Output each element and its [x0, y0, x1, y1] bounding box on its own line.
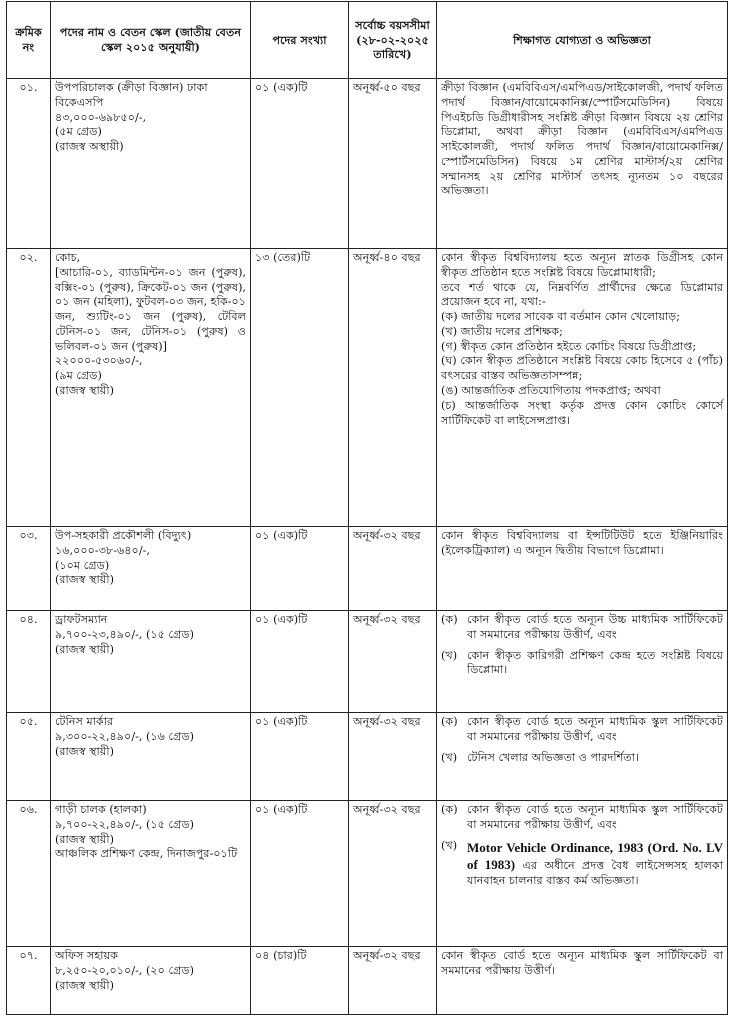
row-qualification	[437, 611, 728, 713]
qualification-line: (ঘ) কোন স্বীকৃত প্রতিষ্ঠানে সংশ্লিষ্ট বিষয়ে কোচ হিসেবে ৫ (পাঁচ) বৎসরের বাস্তব অভিজ্ঞতাসম্পন্ন;	[441, 354, 723, 383]
post-line: (৫ম গ্রেড)	[55, 125, 102, 139]
post-line: ড্রাফটসম্যান	[55, 613, 108, 626]
row-age: অনূর্ধ্ব-৩২ বছর	[349, 713, 437, 801]
post-line: (রাজস্ব স্থায়ী)	[55, 832, 114, 846]
item-text: কোন স্বীকৃত বোর্ড হতে অন্যূন মাধ্যমিক স্কুল সার্টিফিকেট বা সমমানের পরীক্ষায় উত্তীর্ণ, এবং	[467, 715, 723, 743]
post-line: (৯ম গ্রেড)	[55, 369, 102, 383]
item-text: কোন স্বীকৃত কারিগরী প্রশিক্ষণ কেন্দ্র হতে সংশ্লিষ্ট বিষয়ে ডিপ্লোমা।	[467, 648, 723, 677]
post-line: (রাজস্ব স্থায়ী)	[55, 642, 114, 656]
qualification-line: (খ) জাতীয় দলের প্রশিক্ষক;	[441, 324, 563, 338]
post-line: ৯,৩০০-২২,৪৯০/-, (১৬ গ্রেড)	[55, 729, 194, 743]
post-line: ১৬,০০০-৩৮-৬৪০/-,	[55, 543, 150, 557]
table-row	[7, 249, 728, 527]
qualification-line: তবে শর্ত থাকে যে, নিম্নবর্ণিত প্রার্থীদের ক্ষেত্রে ডিপ্লোমার প্রয়োজন হবে না, যথা:-	[441, 280, 723, 309]
table-header-row	[7, 2, 728, 79]
row-age: অনূর্ধ্ব-৩২ বছর	[349, 611, 437, 713]
post-line: গাড়ী চালক (হালকা)	[55, 803, 147, 816]
row-post	[51, 249, 251, 527]
post-line: উপ-সহকারী প্রকৌশলী (বিদ্যুৎ)	[55, 529, 192, 542]
post-line: ৯,৭০০-২৩,৪৯০/-, (১৫ গ্রেড)	[55, 627, 194, 641]
qualification-item	[441, 803, 723, 833]
post-line: টেনিস মার্কার	[55, 715, 114, 728]
row-count: ০১ (এক)টি	[251, 713, 349, 801]
post-line: (রাজস্ব অস্থায়ী)	[55, 140, 124, 154]
row-count: ০১ (এক)টি	[251, 79, 349, 249]
post-line: আঞ্চলিক প্রশিক্ষণ কেন্দ্র, দিনাজপুর-০১টি	[55, 847, 238, 861]
header-qualification: শিক্ষাগত যোগ্যতা ও অভিজ্ঞতা	[437, 2, 728, 79]
table-row	[7, 79, 728, 249]
post-line: ৮,২৫০-২০,০১০/-, (২০ গ্রেড)	[55, 963, 194, 977]
qualification-line: কোন স্বীকৃত বিশ্ববিদ্যালয় হতে অন্যূন স্নাতক ডিগ্রীসহ কোন স্বীকৃত প্রতিষ্ঠান হতে সংশ্লিষ্ট বিষয়ে ডিপ্লোমাধারী;	[441, 251, 723, 279]
post-line: ৯,৭০০-২২,৪৯০/-, (১৫ গ্রেড)	[55, 817, 194, 831]
post-line: উপপরিচালক (ক্রীড়া বিজ্ঞান) ঢাকা	[55, 81, 208, 94]
qualification-item	[441, 715, 723, 745]
row-post	[51, 79, 251, 249]
post-line: কোচ,	[55, 251, 81, 264]
row-serial: ০২.	[7, 249, 51, 527]
item-text: এর অধীনে প্রদত্ত বৈধ লাইসেন্সসহ হালকা যানবাহন চালনার বাস্তব কর্ম অভিজ্ঞতা।	[467, 859, 723, 888]
row-qualification	[437, 249, 728, 527]
item-text-wrapper	[467, 839, 723, 889]
row-count: ০১ (এক)টি	[251, 611, 349, 713]
qualification-item	[441, 613, 723, 643]
row-count: ০৪ (চার)টি	[251, 947, 349, 1015]
row-qualification: ক্রীড়া বিজ্ঞান (এমবিবিএস/এমপিএড/সাইকোলজী, পদার্থ ফলিত পদার্থ বিজ্ঞান/বায়োমেকানিক্স/স্পোর্টসমেডিসিন) বিষয়ে পিএইচডি ডিগ্রীধারীসহ সংশ্লিষ্ট ক্রীড়া বিজ্ঞান বিষয়ে ২য় শ্রেণির ডিপ্লোমা, অথবা ক্রীড়া বিজ্ঞান (এমবিবিএস/এমপিএড সাইকোলজী, পদার্থ ফলিত পদার্থ বিজ্ঞান/বায়োমেকানিক্স/স্পোর্টসমেডিসিন) বিষয়ে ১ম শ্রেণির মাস্টার্স/২য় শ্রেণির সম্মানসহ ২য় শ্রেণির মাস্টার্স তৎসহ ন্যূনতম ১০ বছরের অভিজ্ঞতা।	[437, 79, 728, 249]
post-line: অফিস সহায়ক	[55, 949, 118, 962]
qualification-item	[441, 751, 723, 766]
post-line: ২২০০০-৫৩০৬০/-,	[55, 354, 143, 368]
item-marker: (ক)	[441, 803, 458, 816]
vacancy-table	[6, 1, 728, 1015]
item-text: কোন স্বীকৃত বোর্ড হতে অন্যূন মাধ্যমিক স্কুল সার্টিফিকেট বা সমমানের পরীক্ষায় উত্তীর্ণ, এবং	[467, 803, 723, 831]
qualification-line: (চ) আন্তর্জাতিক সংস্থা কর্তৃক প্রদত্ত কোন কোচিং কোর্সে সার্টিফিকেট বা লাইসেন্সপ্রাপ্ত।	[441, 398, 723, 427]
row-qualification: কোন স্বীকৃত বোর্ড হতে অন্যূন মাধ্যমিক স্কুল সার্টিফিকেট বা সমমানের পরীক্ষায় উত্তীর্ণ।	[437, 947, 728, 1015]
row-age: অনূর্ধ্ব-৫০ বছর	[349, 79, 437, 249]
item-marker: (খ)	[441, 838, 458, 852]
row-post	[51, 713, 251, 801]
row-qualification: কোন স্বীকৃত বিশ্ববিদ্যালয় বা ইন্সটিটিউট হতে ইঞ্জিনিয়ারিং (ইলেকট্রিক্যাল) এ অন্যূন দ্বিতীয় বিভাগে ডিপ্লোমা।	[437, 527, 728, 611]
post-line: (রাজস্ব স্থায়ী)	[55, 573, 114, 587]
row-count: ০১ (এক)টি	[251, 527, 349, 611]
post-line: (রাজস্ব স্থায়ী)	[55, 978, 114, 992]
item-marker: (খ)	[441, 750, 458, 764]
ordinance-reference: Motor Vehicle Ordinance, 1983 (Ord. No. LV of 1983)	[467, 839, 723, 873]
item-text: কোন স্বীকৃত বোর্ড হতে অন্যূন উচ্চ মাধ্যমিক সার্টিফিকেট বা সমমানের পরীক্ষায় উত্তীর্ণ, এবং	[467, 613, 723, 641]
table-row	[7, 611, 728, 713]
row-age: অনূর্ধ্ব-৪০ বছর	[349, 249, 437, 527]
row-post	[51, 801, 251, 947]
item-marker: (ক)	[441, 613, 458, 626]
table-row	[7, 801, 728, 947]
row-post	[51, 611, 251, 713]
qualification-item	[441, 839, 723, 889]
row-qualification	[437, 713, 728, 801]
row-serial: ০৬.	[7, 801, 51, 947]
row-qualification	[437, 801, 728, 947]
qualification-item	[441, 649, 723, 679]
row-serial: ০৭.	[7, 947, 51, 1015]
post-line: ৪৩,০০০-৬৯৮৫০/-,	[55, 110, 147, 124]
table-row	[7, 527, 728, 611]
row-serial: ০৫.	[7, 713, 51, 801]
item-marker: (ক)	[441, 715, 458, 728]
item-marker: (খ)	[441, 648, 458, 662]
row-serial: ০৪.	[7, 611, 51, 713]
row-count: ০১ (এক)টি	[251, 801, 349, 947]
row-age: অনূর্ধ্ব-৩২ বছর	[349, 801, 437, 947]
qualification-line: (গ) স্বীকৃত কোন প্রতিষ্ঠান হইতে কোচিং বিষয়ে ডিগ্রীপ্রাপ্ত;	[441, 339, 697, 353]
header-serial: ক্রমিক নং	[7, 2, 51, 79]
row-age: অনূর্ধ্ব-৩২ বছর	[349, 527, 437, 611]
item-text: টেনিস খেলার অভিজ্ঞতা ও পারদর্শিতা।	[467, 750, 639, 764]
header-count: পদের সংখ্যা	[251, 2, 349, 79]
row-post	[51, 527, 251, 611]
qualification-line: (ক) জাতীয় দলের সাবেক বা বর্তমান কোন খেলোয়াড়;	[441, 310, 680, 324]
table-row	[7, 947, 728, 1015]
post-line: (রাজস্ব স্থায়ী)	[55, 744, 114, 758]
row-count: ১৩ (তের)টি	[251, 249, 349, 527]
post-line: [আচারি-০১, ব্যাডমিন্টন-০১ জন (পুরুষ), বক্সিং-০১ (পুরুষ), ক্রিকেট-০১ জন (পুরুষ), ০১ জন (মহিলা), ফুটবল-০৩ জন, হকি-০১ জন, শ্যুটিং-০১ জন (পুরুষ), টেবিল টেনিস-০১ জন, টেনিস-০১ (পুরুষ) ও ভলিবল-০১ জন (পুরুষ)]	[55, 265, 246, 353]
table-row	[7, 713, 728, 801]
qualification-line: (ঙ) আন্তর্জাতিক প্রতিযোগিতায় পদকপ্রাপ্ত; অথবা	[441, 384, 661, 398]
row-age: অনূর্ধ্ব-৩২ বছর	[349, 947, 437, 1015]
row-post	[51, 947, 251, 1015]
header-age: সর্বোচ্চ বয়সসীমা (২৮-০২-২০২৫ তারিখে)	[349, 2, 437, 79]
post-line: (রাজস্ব স্থায়ী)	[55, 384, 114, 398]
header-post: পদের নাম ও বেতন স্কেল (জাতীয় বেতন স্কেল ২০১৫ অনুযায়ী)	[51, 2, 251, 79]
row-serial: ০১.	[7, 79, 51, 249]
post-line: বিকেএসপি	[55, 95, 104, 109]
post-line: (১০ম গ্রেড)	[55, 558, 110, 572]
row-serial: ০৩.	[7, 527, 51, 611]
